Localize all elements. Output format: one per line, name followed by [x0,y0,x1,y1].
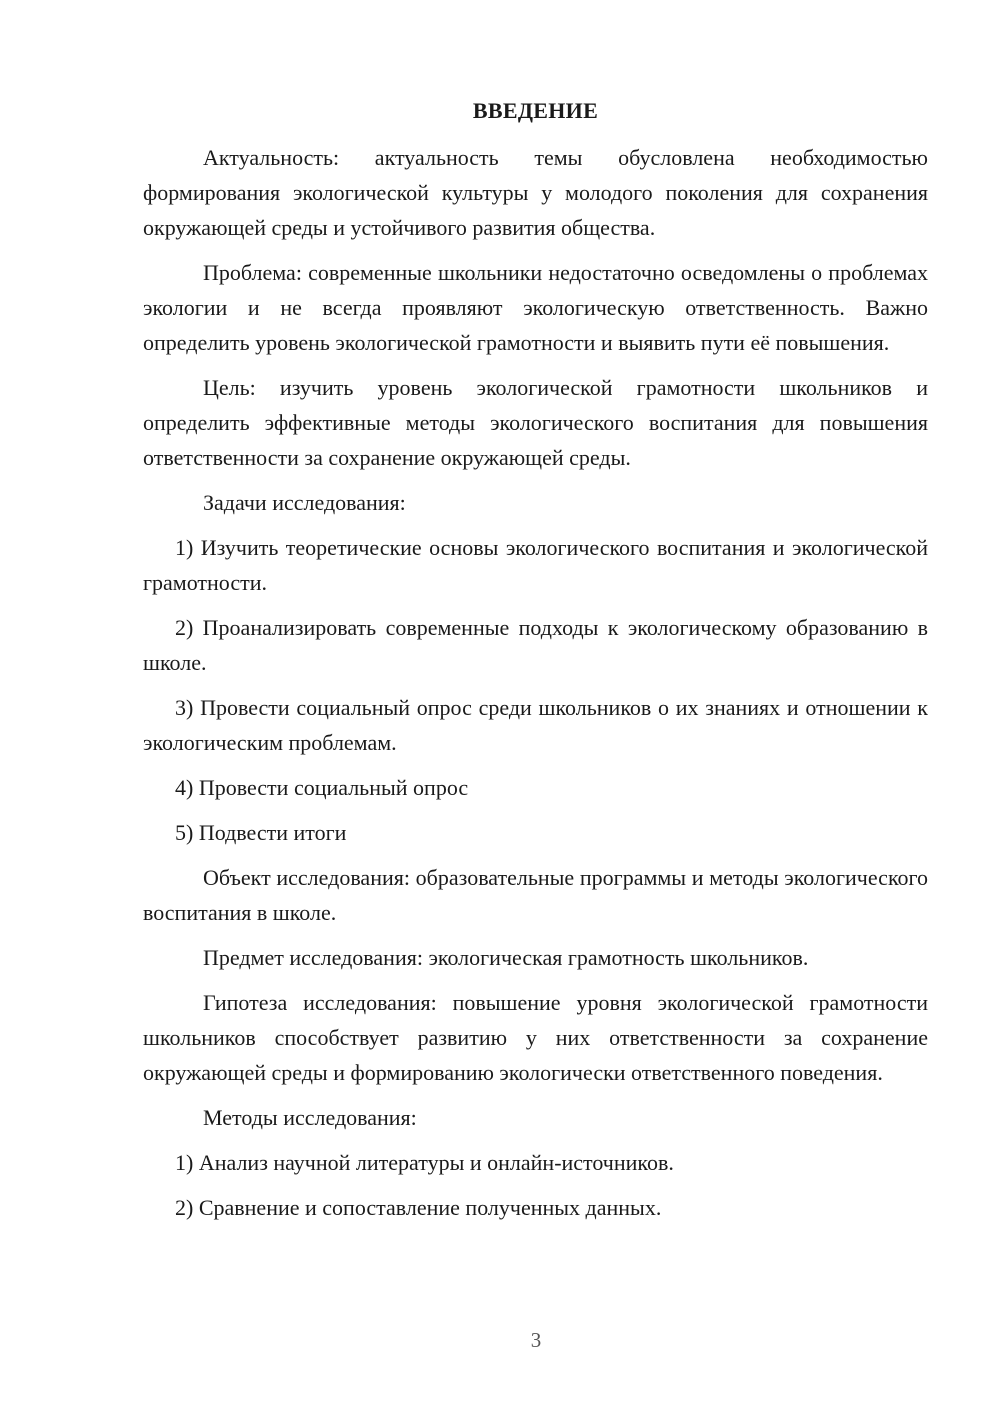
list-item-task-3: 3) Провести социальный опрос среди школьников о их знаниях и отношении к экологическим проблемам. [143,695,928,755]
paragraph-object: Объект исследования: образовательные программы и методы экологического воспитания в школе. [143,865,928,925]
list-item-method-2: 2) Сравнение и сопоставление полученных данных. [175,1195,662,1220]
list-item-task-1: 1) Изучить теоретические основы экологического воспитания и экологической грамотности. [143,535,928,595]
document-page [143,94,928,1235]
paragraph-relevance: Актуальность: актуальность темы обусловлена необходимостью формирования экологической культуры у молодого поколения для сохранения окружающей среды и устойчивого развития общества. [143,145,928,240]
paragraph-problem: Проблема: современные школьники недостаточно осведомлены о проблемах экологии и не всегда проявляют экологическую ответственность. Важно определить уровень экологической грамотности и выявить пути её повышения. [143,260,928,355]
paragraph-methods-heading: Методы исследования: [203,1105,417,1130]
paragraph-goal: Цель: изучить уровень экологической грамотности школьников и определить эффективные методы экологического воспитания для повышения ответственности за сохранение окружающей среды. [143,375,928,470]
list-item-task-4: 4) Провести социальный опрос [175,775,469,800]
page-number: 3 [530,1328,542,1352]
list-item-method-1: 1) Анализ научной литературы и онлайн-источников. [175,1150,674,1175]
list-item-task-2: 2) Проанализировать современные подходы к экологическому образованию в школе. [143,615,928,675]
paragraph-subject: Предмет исследования: экологическая грамотность школьников. [203,945,809,970]
paragraph-tasks-heading: Задачи исследования: [203,490,406,515]
paragraph-hypothesis: Гипотеза исследования: повышение уровня экологической грамотности школьников способствует развитию у них ответственности за сохранение окружающей среды и формированию экологически ответственного поведения. [143,990,928,1085]
list-item-task-5: 5) Подвести итоги [175,820,347,845]
section-title: ВВЕДЕНИЕ [472,98,599,123]
